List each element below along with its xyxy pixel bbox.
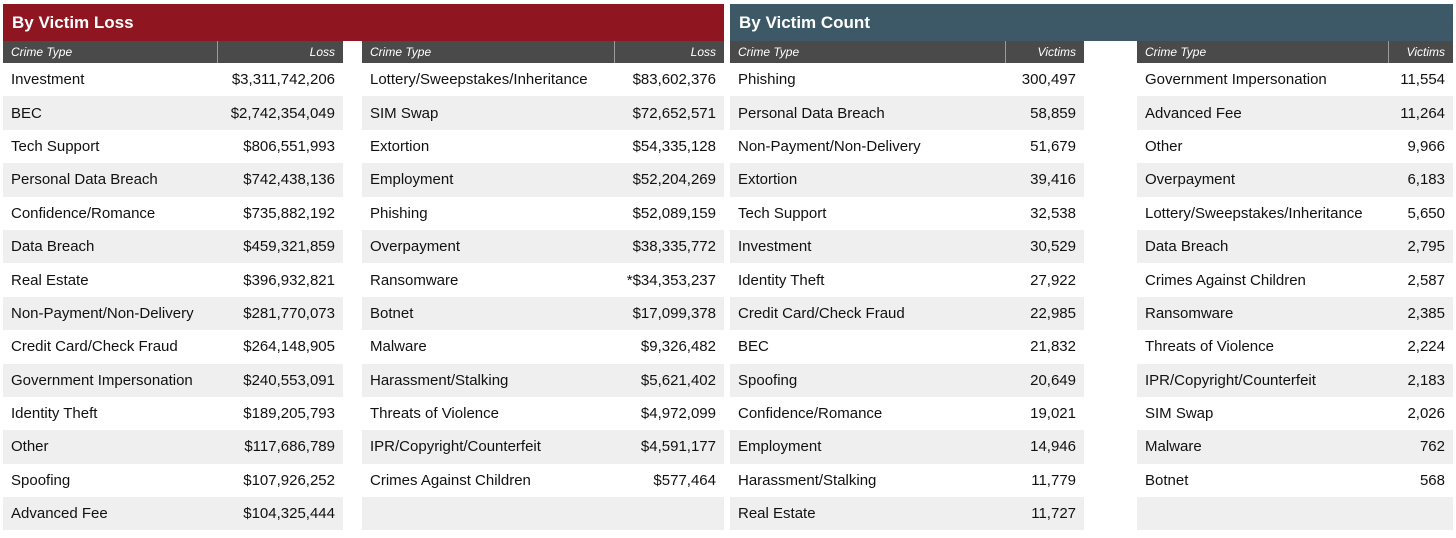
crime-type-cell: Threats of Violence [1145,338,1274,356]
value-cell: $9,326,482 [640,338,716,356]
value-cell: $577,464 [653,471,716,489]
crime-type-cell: Crimes Against Children [1145,271,1306,289]
table-row [3,263,343,296]
crime-type-cell: Government Impersonation [11,371,193,389]
table-row [3,63,343,96]
victim-count-table-left [730,41,1084,530]
crime-type-cell: Ransomware [1145,304,1234,322]
value-cell: $459,321,859 [243,238,335,256]
table-row [3,96,343,129]
victim-count-table-right [1137,41,1453,530]
table-row [3,163,343,196]
crime-type-cell: Extortion [738,171,798,189]
value-cell: $104,325,444 [243,505,335,523]
value-cell: $264,148,905 [243,338,335,356]
crime-type-cell: Botnet [370,304,414,322]
value-cell: $117,686,789 [244,438,335,456]
table-row [1137,297,1453,330]
table-row [730,197,1084,230]
value-cell: 20,649 [1030,371,1076,389]
crime-type-cell: Tech Support [11,137,100,155]
table-row [362,430,724,463]
crime-type-header: Crime Type [1137,41,1389,63]
table-row [730,230,1084,263]
crime-type-cell: Malware [1145,438,1202,456]
crime-type-cell: Investment [738,238,812,256]
crime-type-cell: Phishing [738,71,796,89]
crime-type-cell: Threats of Violence [370,405,499,423]
table-row [1137,397,1453,430]
crime-type-cell: Real Estate [11,271,89,289]
crime-type-cell: Non-Payment/Non-Delivery [738,137,921,155]
value-cell: 11,727 [1031,505,1076,523]
table-row [362,364,724,397]
victim-count-panel [730,4,1453,534]
crime-type-cell: Botnet [1145,471,1189,489]
table-row [362,96,724,129]
value-cell: $806,551,993 [243,137,335,155]
value-cell: 300,497 [1021,71,1076,89]
crime-type-cell: Credit Card/Check Fraud [11,338,178,356]
value-cell: $3,311,742,206 [231,71,335,89]
value-cell: $4,972,099 [640,405,716,423]
column-header-row [1137,41,1453,63]
table-row [730,130,1084,163]
table-row [362,63,724,96]
value-cell: $735,882,192 [243,204,335,222]
crime-type-cell: Real Estate [738,505,816,523]
value-cell: 14,946 [1030,438,1076,456]
victim-count-title: By Victim Count [730,4,1453,41]
table-row [362,163,724,196]
table-row [1137,96,1453,129]
table-row [1137,497,1453,530]
value-cell: $281,770,073 [243,304,335,322]
crime-type-cell: SIM Swap [370,104,439,122]
value-cell: 11,554 [1400,71,1445,89]
value-cell: 22,985 [1030,304,1076,322]
value-cell: $742,438,136 [243,171,335,189]
table-row [730,297,1084,330]
table-row [3,397,343,430]
table-row [730,330,1084,363]
value-cell: $72,652,571 [632,104,716,122]
crime-type-cell: Lottery/Sweepstakes/Inheritance [370,71,588,89]
value-cell: 39,416 [1030,171,1076,189]
value-cell: 2,795 [1407,238,1445,256]
crime-type-cell: Overpayment [1145,171,1236,189]
table-row [1137,63,1453,96]
table-row [1137,163,1453,196]
crime-type-cell: Identity Theft [738,271,825,289]
crime-type-cell: Spoofing [11,471,71,489]
value-cell: $5,621,402 [640,371,716,389]
crime-type-cell: Identity Theft [11,405,98,423]
column-header-row [3,41,343,63]
value-cell: 58,859 [1030,104,1076,122]
table-row [3,130,343,163]
value-cell: *$34,353,237 [626,271,716,289]
value-cell: $4,591,177 [640,438,716,456]
table-row [1137,230,1453,263]
value-cell: 30,529 [1030,238,1076,256]
value-cell: 2,587 [1407,271,1445,289]
crime-type-cell: Confidence/Romance [11,204,156,222]
table-row [730,497,1084,530]
crime-type-cell: SIM Swap [1145,405,1214,423]
value-cell: 2,385 [1407,304,1445,322]
table-row [3,197,343,230]
crime-type-cell: Harassment/Stalking [370,371,509,389]
value-cell: $38,335,772 [632,238,716,256]
crime-type-cell: Data Breach [1145,238,1229,256]
crime-type-cell: Overpayment [370,238,461,256]
table-row [362,197,724,230]
table-row [730,63,1084,96]
value-cell: 9,966 [1407,137,1445,155]
table-row [730,263,1084,296]
crime-type-cell: Advanced Fee [1145,104,1242,122]
value-cell: 2,026 [1407,405,1445,423]
table-row [1137,364,1453,397]
crime-type-cell: Extortion [370,137,430,155]
value-cell: 27,922 [1030,271,1076,289]
table-row [3,364,343,397]
value-cell: 5,650 [1407,204,1445,222]
table-row [1137,263,1453,296]
value-header: Loss [309,45,335,59]
table-row [730,397,1084,430]
table-row [3,464,343,497]
victim-loss-columns [3,41,724,534]
value-cell: $83,602,376 [632,71,716,89]
table-row [1137,330,1453,363]
table-row [3,230,343,263]
crime-type-cell: Spoofing [738,371,798,389]
crime-type-cell: BEC [738,338,769,356]
victim-loss-table-left [3,41,343,530]
crime-type-header: Crime Type [3,41,218,63]
crime-type-cell: Employment [370,171,454,189]
crime-type-cell: Other [11,438,49,456]
table-row [362,230,724,263]
table-row [362,464,724,497]
value-cell: 11,264 [1400,104,1445,122]
value-cell: $189,205,793 [243,405,335,423]
table-row [730,430,1084,463]
victim-count-columns [730,41,1453,534]
table-row [730,364,1084,397]
crime-type-cell: Confidence/Romance [738,405,883,423]
crime-type-cell: Harassment/Stalking [738,471,877,489]
crime-type-cell: Data Breach [11,238,95,256]
value-cell: $52,204,269 [632,171,716,189]
crime-type-cell: Credit Card/Check Fraud [738,304,905,322]
crime-type-header: Crime Type [730,41,1006,63]
crime-type-cell: Non-Payment/Non-Delivery [11,304,194,322]
crime-type-header: Crime Type [362,41,615,63]
value-cell: 568 [1419,471,1445,489]
value-cell: 2,183 [1407,371,1445,389]
crime-type-cell: Tech Support [738,204,827,222]
value-cell: 762 [1419,438,1445,456]
value-cell: 51,679 [1030,137,1076,155]
table-row [362,330,724,363]
value-cell: 6,183 [1407,171,1445,189]
crime-type-cell: Investment [11,71,85,89]
value-cell: $17,099,378 [632,304,716,322]
crime-type-cell: Advanced Fee [11,505,108,523]
table-row [362,397,724,430]
crime-type-cell: Personal Data Breach [11,171,158,189]
value-cell: $396,932,821 [243,271,335,289]
value-cell: 19,021 [1030,405,1076,423]
table-row [3,430,343,463]
table-row [362,130,724,163]
value-header: Loss [690,45,716,59]
table-row [730,163,1084,196]
victim-loss-table-right [362,41,724,530]
value-cell: 11,779 [1031,471,1076,489]
crime-type-cell: Malware [370,338,427,356]
table-row [730,96,1084,129]
value-cell: $54,335,128 [632,137,716,155]
crime-type-cell: IPR/Copyright/Counterfeit [1145,371,1316,389]
crime-type-cell: Employment [738,438,822,456]
value-cell: 32,538 [1030,204,1076,222]
table-row [1137,430,1453,463]
victim-loss-title: By Victim Loss [3,4,724,41]
table-row [1137,130,1453,163]
value-cell: $240,553,091 [243,371,335,389]
table-row [3,330,343,363]
crime-type-cell: Government Impersonation [1145,71,1327,89]
value-header: Victims [1037,45,1076,59]
crime-type-cell: Crimes Against Children [370,471,531,489]
crime-type-cell: Phishing [370,204,428,222]
table-row [1137,464,1453,497]
column-header-row [730,41,1084,63]
victim-loss-panel [3,4,724,534]
value-cell: $2,742,354,049 [230,104,335,122]
column-header-row [362,41,724,63]
crime-type-cell: Other [1145,137,1183,155]
crime-type-cell: Lottery/Sweepstakes/Inheritance [1145,204,1363,222]
table-row [3,297,343,330]
table-row [362,297,724,330]
table-row [3,497,343,530]
crime-type-cell: Personal Data Breach [738,104,885,122]
value-cell: $107,926,252 [243,471,335,489]
value-cell: 2,224 [1407,338,1445,356]
crime-type-cell: BEC [11,104,42,122]
crime-type-cell: Ransomware [370,271,459,289]
table-row [362,497,724,530]
table-row [362,263,724,296]
value-cell: $52,089,159 [632,204,716,222]
table-row [730,464,1084,497]
crime-type-cell: IPR/Copyright/Counterfeit [370,438,541,456]
table-row [1137,197,1453,230]
value-cell: 21,832 [1030,338,1076,356]
value-header: Victims [1406,45,1445,59]
